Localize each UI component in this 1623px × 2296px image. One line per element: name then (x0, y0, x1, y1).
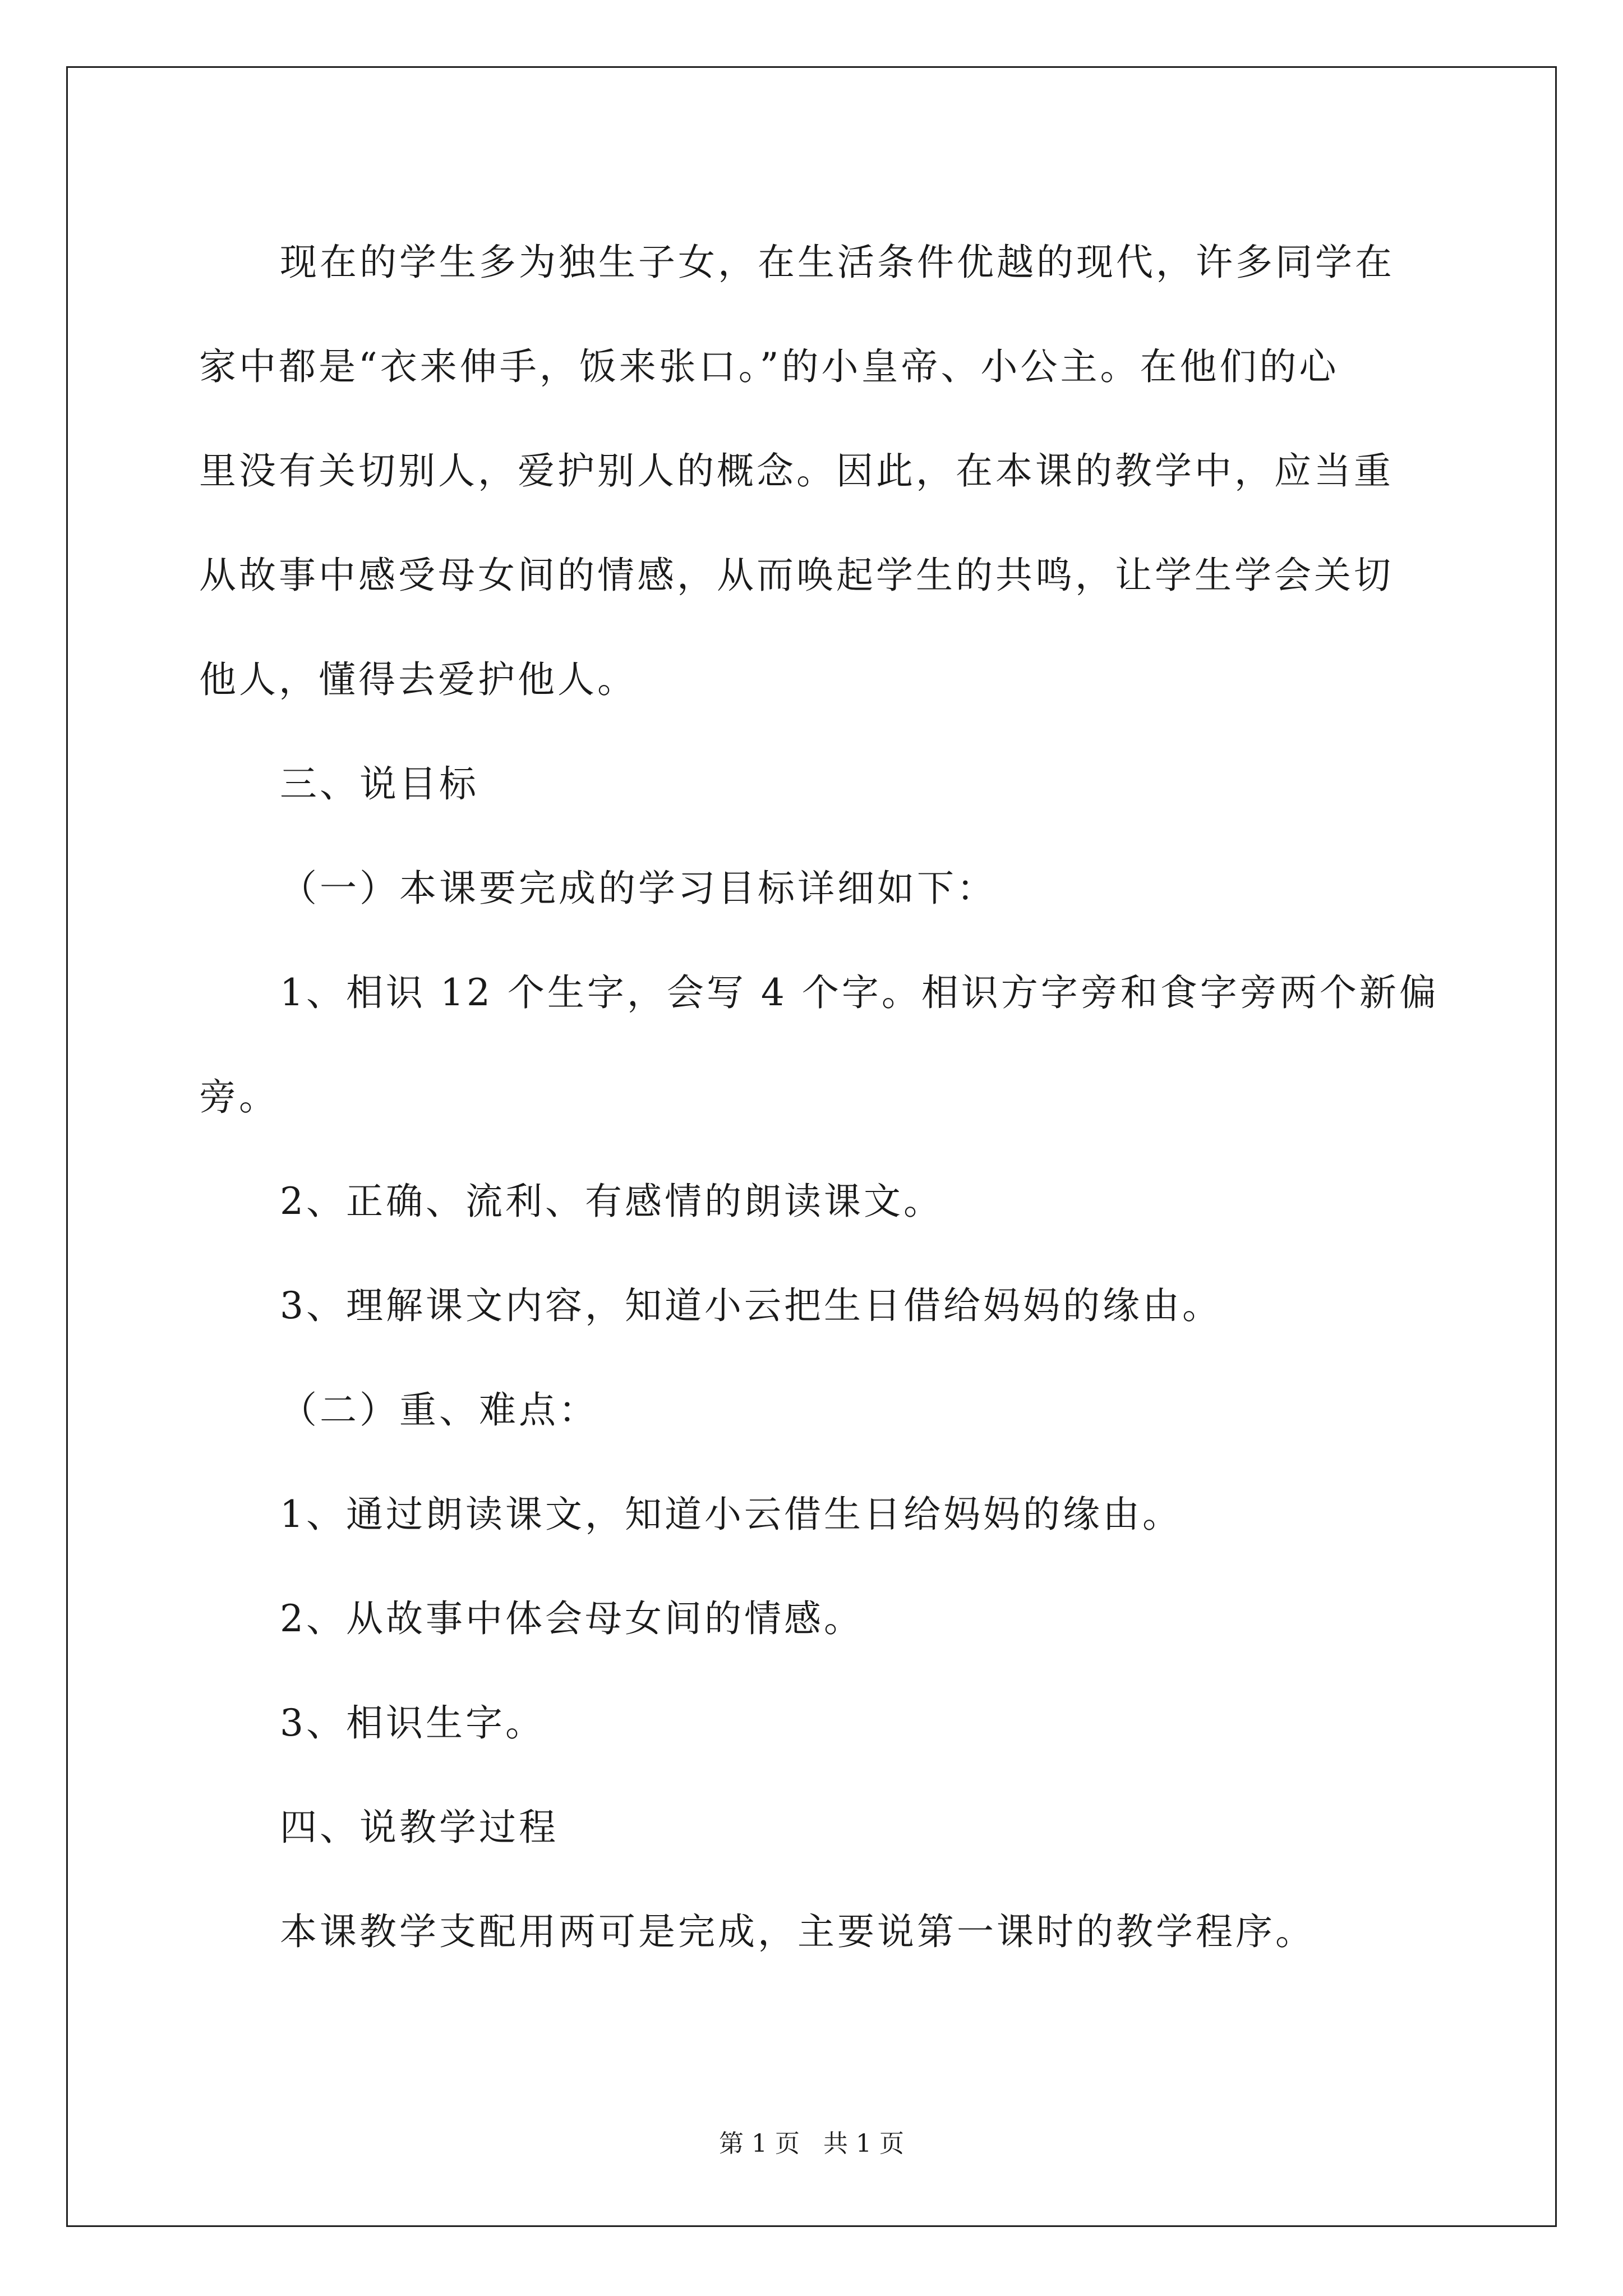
list-item-continuation: 旁。 (199, 1075, 279, 1119)
paragraph-line: 从故事中感受母女间的情感，从而唤起学生的共鸣，让学生学会关切 (199, 554, 1394, 597)
list-item: 2、从故事中体会母女间的情感。 (280, 1597, 864, 1640)
paragraph-line: 里没有关切别人，爱护别人的概念。因此，在本课的教学中，应当重 (199, 449, 1394, 493)
subsection-heading: （一）本课要完成的学习目标详细如下： (280, 867, 997, 910)
paragraph-line: 现在的学生多为独生子女，在生活条件优越的现代，许多同学在 (280, 241, 1395, 284)
section-heading: 三、说目标 (280, 762, 479, 806)
list-item: 3、相识生字。 (280, 1701, 545, 1745)
paragraph-line: 家中都是“衣来伸手，饭来张口。”的小皇帝、小公主。在他们的心 (199, 345, 1339, 388)
paragraph-line: 他人，懂得去爱护他人。 (199, 658, 637, 701)
section-heading: 四、说教学过程 (280, 1806, 559, 1849)
page-footer: 第 1 页 共 1 页 (719, 2129, 904, 2158)
document-body (199, 210, 1439, 1984)
paragraph-line: 本课教学支配用两可是完成，主要说第一课时的教学程序。 (280, 1910, 1315, 1953)
list-item: 1、相识 12 个生字，会写 4 个字。相识方字旁和食字旁两个新偏 (280, 971, 1439, 1014)
list-item: 3、理解课文内容，知道小云把生日借给妈妈的缘由。 (280, 1284, 1222, 1327)
list-item: 1、通过朗读课文，知道小云借生日给妈妈的缘由。 (280, 1493, 1182, 1536)
subsection-heading: （二）重、难点： (280, 1388, 598, 1432)
list-item: 2、正确、流利、有感情的朗读课文。 (280, 1180, 943, 1223)
